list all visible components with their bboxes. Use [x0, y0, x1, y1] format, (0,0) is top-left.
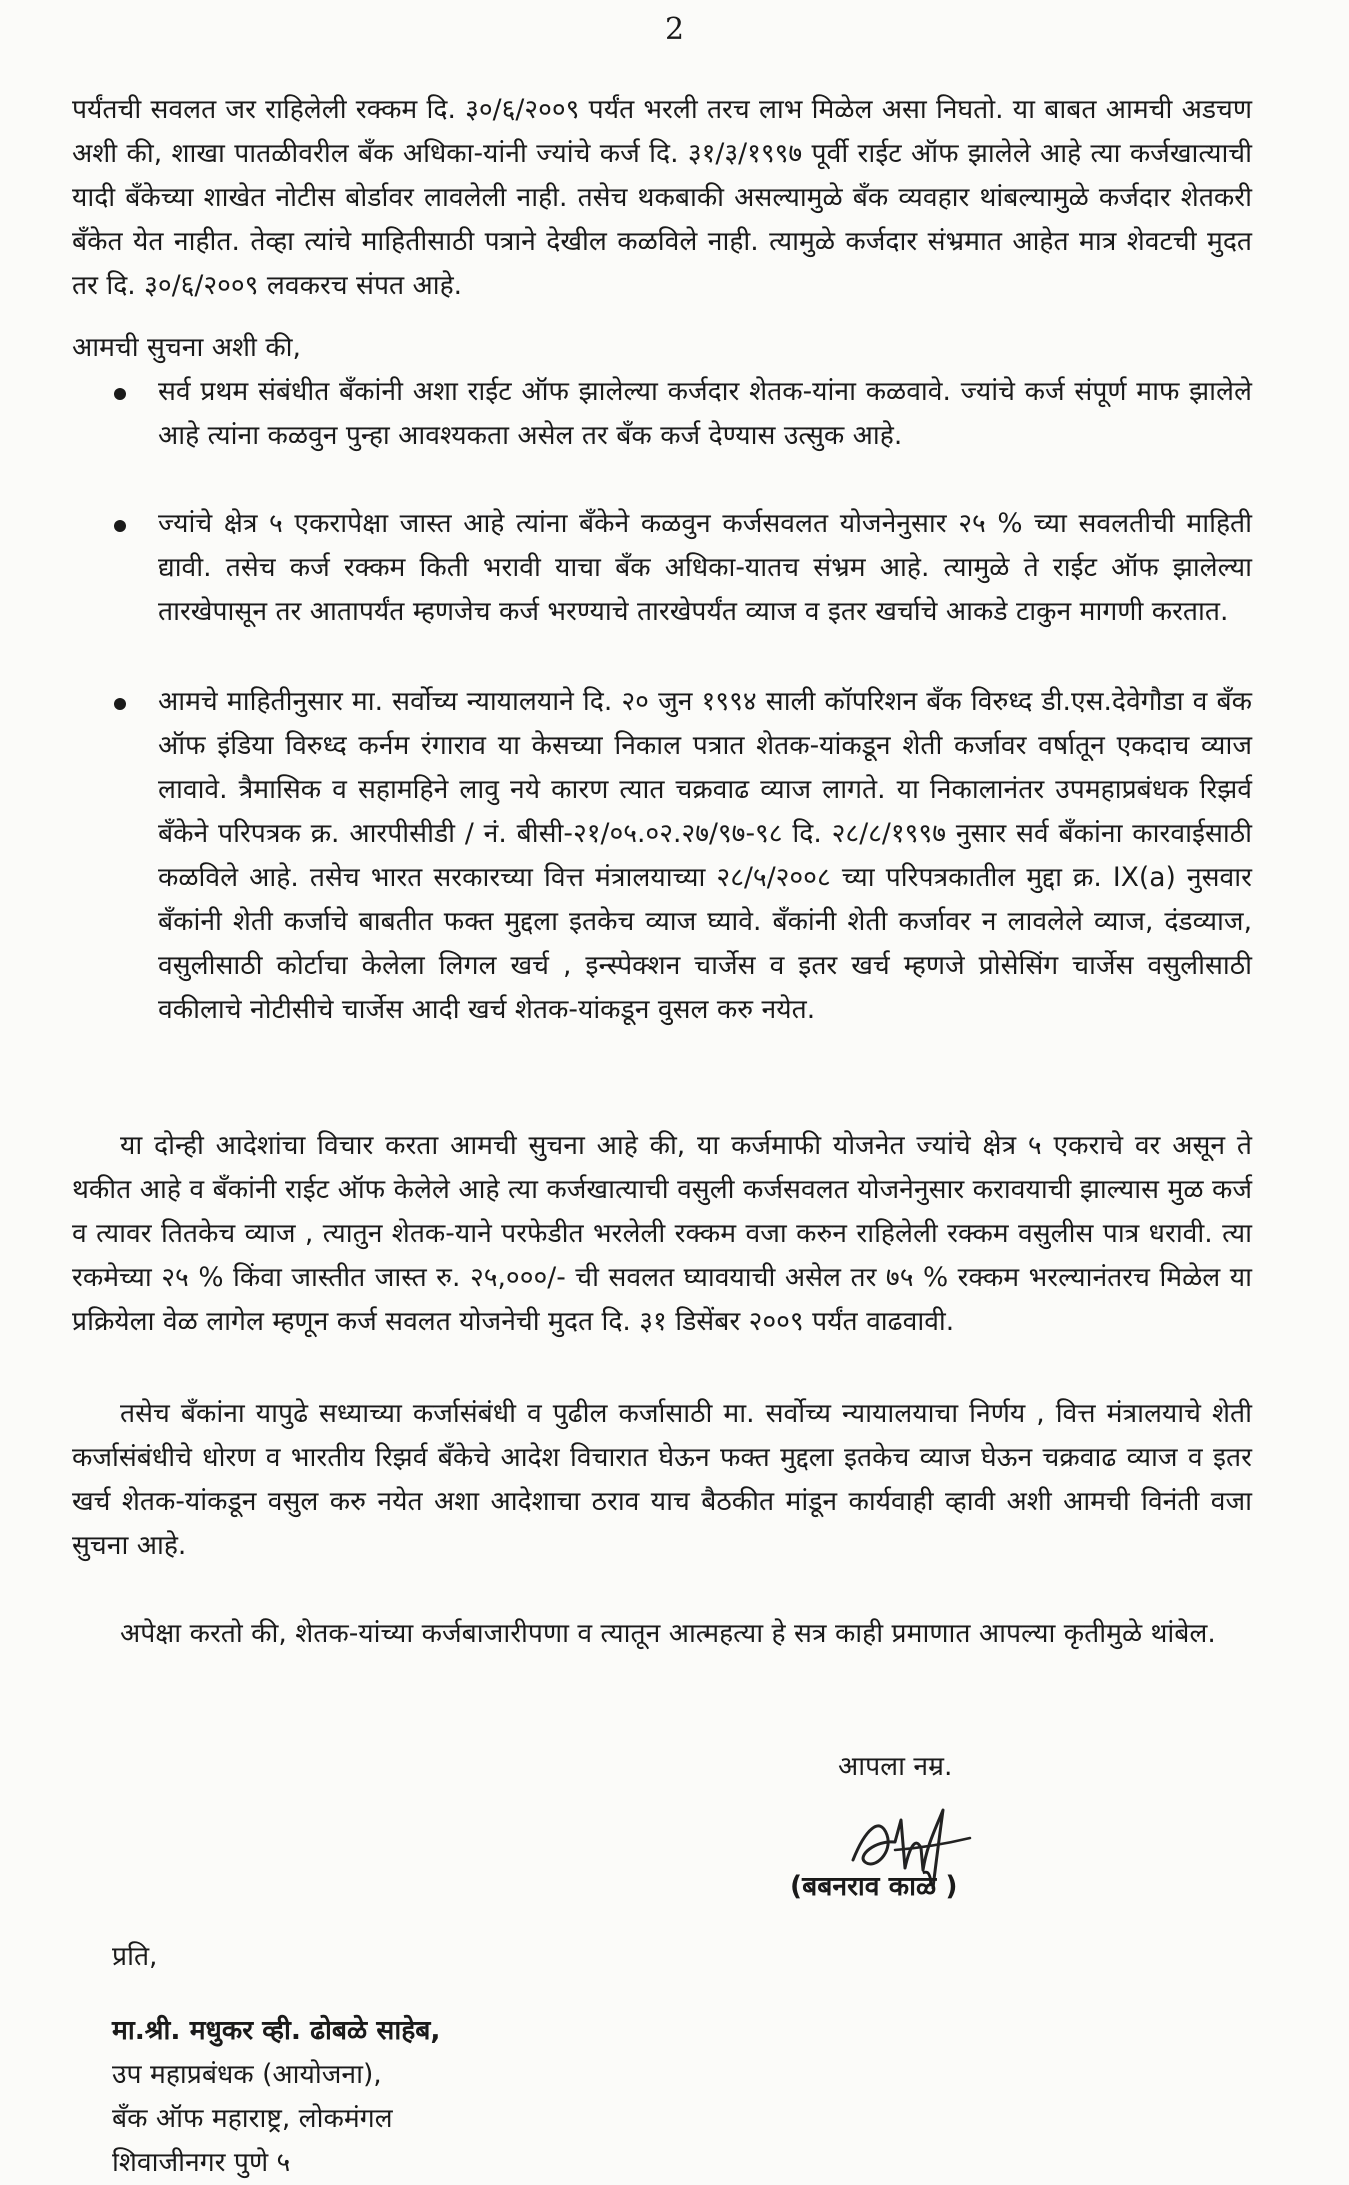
paragraph-request: तसेच बँकांना यापुढे सध्याच्या कर्जासंबंधी व पुढील कर्जासाठी मा. सर्वोच्य न्यायालयाचा निर्णय , वित्त मंत्रालयाचे शेती कर्जासंबंधीचे धोरण व भारतीय रिझर्व बँकेचे आदेश विचारात घेऊन फक्त मुद्दला इतकेच व्याज घेऊन चक्रवाढ व्याज व इतर खर्च शेतक-यांकडून वसुल करु नयेत अशा आदेशाचा ठराव याच बैठकीत मांडून कार्यवाही व्हावी अशी आमची विनंती वजा सुचना आहे.	[72, 1398, 1252, 1561]
paragraph-recommendation: या दोन्ही आदेशांचा विचार करता आमची सुचना आहे की, या कर्जमाफी योजनेत ज्यांचे क्षेत्र ५ एकराचे वर असून ते थकीत आहे व बँकांनी राईट ऑफ केलेले आहे त्या कर्जखात्याची वसुली कर्जसवलत योजनेनुसार करावयाची झाल्यास मुळ कर्ज व त्यावर तितकेच व्याज , त्यातुन शेतक-याने परफेडीत भरलेली रक्कम वजा करुन राहिलेली रक्कम वसुलीस पात्र धरावी. त्या रकमेच्या २५ % किंवा जास्तीत जास्त रु. २५,०००/- ची सवलत घ्यावयाची असेल तर ७५ % रक्कम भरल्यानंतरच मिळेल या प्रक्रियेला वेळ लागेल म्हणून कर्ज सवलत योजनेची मुदत दि. ३१ डिसेंबर २००९ पर्यंत वाढवावी.	[72, 1130, 1252, 1337]
recipient-label: प्रति,	[112, 1941, 158, 1972]
list-item-text: सर्व प्रथम संबंधीत बँकांनी अशा राईट ऑफ झालेल्या कर्जदार शेतक-यांना कळवावे. ज्यांचे कर्ज संपूर्ण माफ झालेले आहे त्यांना कळवुन पुन्हा आवश्यकता असेल तर बँक कर्ज देण्यास उत्सुक आहे.	[158, 376, 1252, 451]
signatory-name: (बबनराव काळे )	[790, 1871, 958, 1902]
recipient-organization: बँक ऑफ महाराष्ट्र, लोकमंगल	[112, 2103, 393, 2134]
list-item	[72, 680, 1252, 1032]
suggestion-intro: आमची सुचना अशी की,	[72, 332, 301, 363]
closing-salutation: आपला नम्र.	[838, 1751, 953, 1782]
opening-paragraph: पर्यंतची सवलत जर राहिलेली रक्कम दि. ३०/६/२००९ पर्यंत भरली तरच लाभ मिळेल असा निघतो. या बाबत आमची अडचण अशी की, शाखा पातळीवरील बँक अधिका-यांनी ज्यांचे कर्ज दि. ३१/३/१९९७ पूर्वी राईट ऑफ झालेले आहे त्या कर्जखात्याची यादी बँकेच्या शाखेत नोटीस बोर्डावर लावलेली नाही. तसेच थकबाकी असल्यामुळे बँक व्यवहार थांबल्यामुळे कर्जदार शेतकरी बँकेत येत नाहीत. तेव्हा त्यांचे माहितीसाठी पत्राने देखील कळविले नाही. त्यामुळे कर्जदार संभ्रमात आहेत मात्र शेवटची मुदत तर दि. ३०/६/२००९ लवकरच संपत आहे.	[72, 94, 1252, 301]
bullet-icon	[114, 388, 126, 400]
bullet-icon	[114, 698, 126, 710]
list-item-text: आमचे माहितीनुसार मा. सर्वोच्य न्यायालयाने दि. २० जुन १९९४ साली कॉपरिशन बँक विरुध्द डी.एस.देवेगौडा व बँक ऑफ इंडिया विरुध्द कर्नम रंगाराव या केसच्या निकाल पत्रात शेतक-यांकडून शेती कर्जावर वर्षातून एकदाच व्याज लावावे. त्रैमासिक व सहामहिने लावु नये कारण त्यात चक्रवाढ व्याज लागते. या निकालानंतर उपमहाप्रबंधक रिझर्व बँकेने परिपत्रक क्र. आरपीसीडी / नं. बीसी-२१/०५.०२.२७/९७-९८ दि. २८/८/१९९७ नुसार सर्व बँकांना कारवाईसाठी कळविले आहे. तसेच भारत सरकारच्या वित्त मंत्रालयाच्या २८/५/२००८ च्या परिपत्रकातील मुद्दा क्र. IX(a) नुसवार बँकांनी शेती कर्जाचे बाबतीत फक्त मुद्दला इतकेच व्याज घ्यावे. बँकांनी शेती कर्जावर न लावलेले व्याज, दंडव्याज, वसुलीसाठी कोर्टाचा केलेला लिगल खर्च , इन्स्पेक्शन चार्जेस व इतर खर्च म्हणजे प्रोसेसिंग चार्जेस वसुलीसाठी वकीलाचे नोटीसीचे चार्जेस आदी खर्च शेतक-यांकडून वुसल करु नयेत.	[158, 686, 1253, 1025]
list-item	[72, 502, 1252, 634]
recipient-address	[112, 1935, 440, 2185]
bullet-icon	[114, 520, 126, 532]
paragraph-expectation: अपेक्षा करतो की, शेतक-यांच्या कर्जबाजारीपणा व त्यातून आत्महत्या हे सत्र काही प्रमाणात आपल्या कृतीमुळे थांबेल.	[120, 1618, 1216, 1649]
recipient-city: शिवाजीनगर पुणे ५	[112, 2147, 291, 2178]
list-item	[72, 370, 1252, 458]
list-item-text: ज्यांचे क्षेत्र ५ एकरापेक्षा जास्त आहे त्यांना बँकेने कळवुन कर्जसवलत योजनेनुसार २५ % च्या सवलतीची माहिती द्यावी. तसेच कर्ज रक्कम किती भरावी याचा बँक अधिका-यातच संभ्रम आहे. त्यामुळे ते राईट ऑफ झालेल्या तारखेपासून तर आतापर्यंत म्हणजेच कर्ज भरण्याचे तारखेपर्यंत व्याज व इतर खर्चाचे आकडे टाकुन मागणी करतात.	[158, 508, 1252, 627]
page-number: 2	[664, 12, 685, 47]
recipient-designation: उप महाप्रबंधक (आयोजना),	[112, 2059, 382, 2090]
recipient-name: मा.श्री. मधुकर व्ही. ढोबळे साहेब,	[112, 2015, 441, 2046]
